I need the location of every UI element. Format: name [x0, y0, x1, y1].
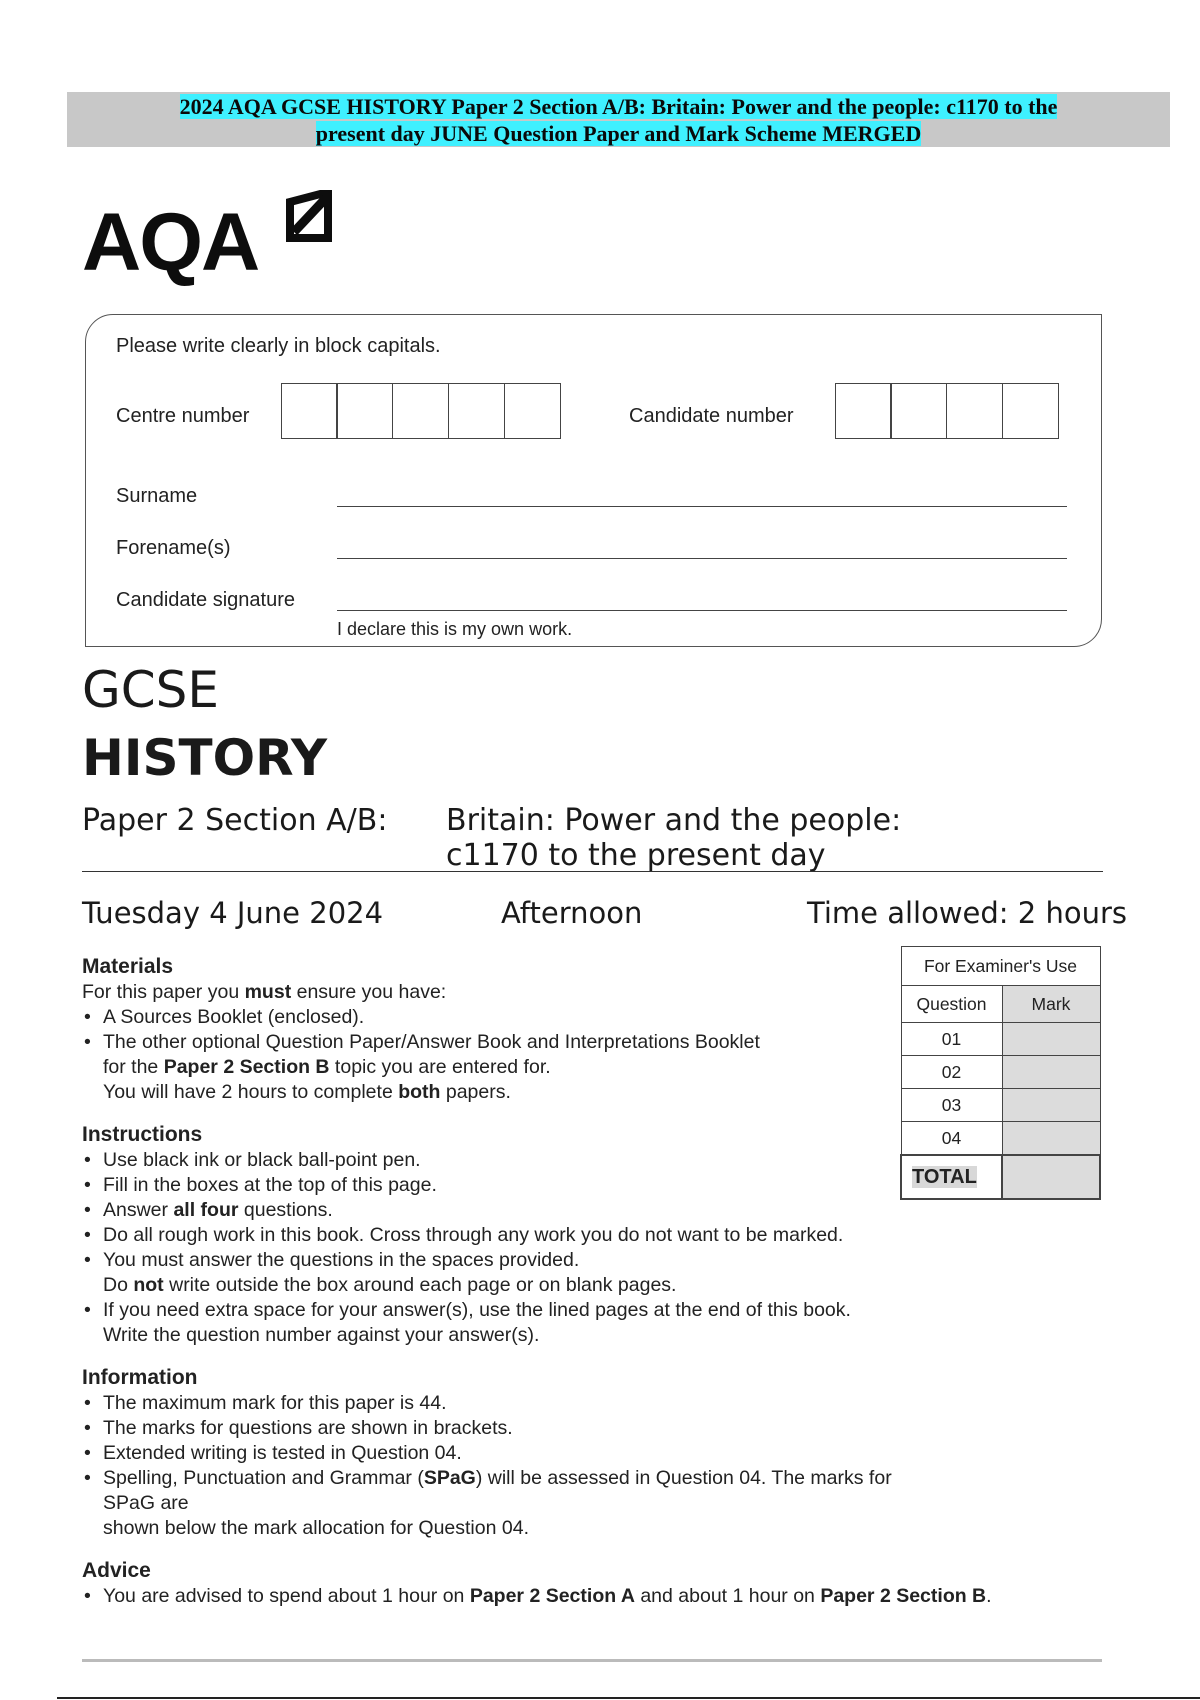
advice-list: [82, 1584, 1122, 1609]
candidate-details-box: [85, 314, 1102, 647]
centre-number-digit-box[interactable]: [336, 383, 393, 439]
banner-line-1: 2024 AQA GCSE HISTORY Paper 2 Section A/B: Britain: Power and the people: c1170 to the: [179, 94, 1058, 119]
centre-number-digit-box[interactable]: [392, 383, 449, 439]
table-row: [901, 1122, 1100, 1156]
candidate-signature-label: Candidate signature: [116, 589, 296, 611]
candidate-number-digit-box[interactable]: [890, 383, 947, 439]
paper-title-line-1: Britain: Power and the people:: [446, 803, 902, 838]
total-row: [901, 1155, 1100, 1199]
mark-column-header: Mark: [1002, 986, 1100, 1023]
subject-title: HISTORY: [82, 729, 328, 787]
list-item: • The maximum mark for this paper is 44.: [82, 1391, 942, 1416]
total-label: TOTAL: [901, 1155, 1002, 1199]
question-number: 01: [901, 1023, 1002, 1056]
aqa-logo-text: AQA: [82, 197, 259, 288]
surname-label: Surname: [116, 485, 198, 507]
block-capitals-instruction: Please write clearly in block capitals.: [116, 335, 441, 357]
list-item: • Answer all four questions.: [82, 1198, 942, 1223]
candidate-number-boxes: [836, 383, 1059, 439]
centre-number-digit-box[interactable]: [281, 383, 338, 439]
question-number: 03: [901, 1089, 1002, 1122]
examiners-use-table: [900, 946, 1101, 1200]
materials-intro: For this paper you must ensure you have:: [82, 981, 447, 1003]
surname-field[interactable]: [337, 506, 1067, 507]
mark-cell: [1002, 1089, 1100, 1122]
exam-date: Tuesday 4 June 2024: [82, 896, 384, 930]
title-divider: [82, 871, 1103, 872]
information-heading: Information: [82, 1366, 198, 1389]
candidate-number-digit-box[interactable]: [835, 383, 892, 439]
candidate-number-label: Candidate number: [629, 405, 794, 427]
centre-number-label: Centre number: [116, 405, 250, 427]
question-column-header: Question: [901, 986, 1002, 1023]
paper-title: [446, 803, 901, 873]
list-item: • You are advised to spend about 1 hour on Paper 2 Section A and about 1 hour on Paper 2 Section B.: [82, 1584, 1122, 1609]
instructions-list: [82, 1148, 942, 1348]
centre-number-digit-box[interactable]: [504, 383, 561, 439]
title-banner: [67, 92, 1170, 147]
list-item: • Do all rough work in this book. Cross through any work you do not want to be marked.: [82, 1223, 942, 1248]
table-row: [901, 1089, 1100, 1122]
list-item: • The other optional Question Paper/Answer Book and Interpretations Booklet for the Paper 2 Section B topic you are entered for. You will have 2 hours to complete both papers.: [82, 1030, 942, 1105]
time-allowed: Time allowed: 2 hours: [807, 896, 1127, 930]
mark-cell: [1002, 1122, 1100, 1156]
list-item: • Spelling, Punctuation and Grammar (SPaG) will be assessed in Question 04. The marks for SPaG are shown below the mark allocation for Question 04.: [82, 1466, 942, 1541]
question-number: 02: [901, 1056, 1002, 1089]
paper-title-line-2: c1170 to the present day: [446, 838, 826, 873]
forenames-label: Forename(s): [116, 537, 231, 559]
mark-cell: [1002, 1056, 1100, 1089]
exam-session: Afternoon: [501, 896, 643, 930]
advice-heading: Advice: [82, 1559, 151, 1582]
question-number: 04: [901, 1122, 1002, 1156]
qualification-title: GCSE: [82, 661, 219, 719]
list-item: • Extended writing is tested in Question 04.: [82, 1441, 942, 1466]
centre-number-digit-box[interactable]: [448, 383, 505, 439]
aqa-logo: [82, 190, 352, 290]
total-mark-cell: [1002, 1155, 1100, 1199]
materials-list: [82, 1005, 942, 1105]
list-item: • A Sources Booklet (enclosed).: [82, 1005, 942, 1030]
table-row: [901, 1023, 1100, 1056]
list-item: • Fill in the boxes at the top of this page.: [82, 1173, 942, 1198]
signature-field[interactable]: [337, 610, 1067, 611]
list-item: • Use black ink or black ball-point pen.: [82, 1148, 942, 1173]
information-list: [82, 1391, 942, 1541]
forenames-field[interactable]: [337, 558, 1067, 559]
candidate-number-digit-box[interactable]: [1002, 383, 1059, 439]
banner-line-2: present day JUNE Question Paper and Mark Scheme MERGED: [315, 121, 922, 146]
centre-number-boxes: [282, 383, 561, 439]
declaration-text: I declare this is my own work.: [337, 619, 573, 639]
list-item: • You must answer the questions in the spaces provided. Do not write outside the box around each page or on blank pages.: [82, 1248, 942, 1298]
page-edge: [57, 1697, 1200, 1699]
examiners-use-title: For Examiner's Use: [901, 947, 1100, 986]
aqa-logo-mark-icon: [282, 190, 342, 248]
candidate-number-digit-box[interactable]: [946, 383, 1003, 439]
footer-divider: [82, 1659, 1102, 1662]
materials-heading: Materials: [82, 955, 174, 978]
mark-cell: [1002, 1023, 1100, 1056]
list-item: • The marks for questions are shown in brackets.: [82, 1416, 942, 1441]
instructions-heading: Instructions: [82, 1123, 203, 1146]
list-item: • If you need extra space for your answer(s), use the lined pages at the end of this book. Write the question number against your answer(s).: [82, 1298, 942, 1348]
paper-label: Paper 2 Section A/B:: [82, 803, 388, 838]
table-row: [901, 1056, 1100, 1089]
